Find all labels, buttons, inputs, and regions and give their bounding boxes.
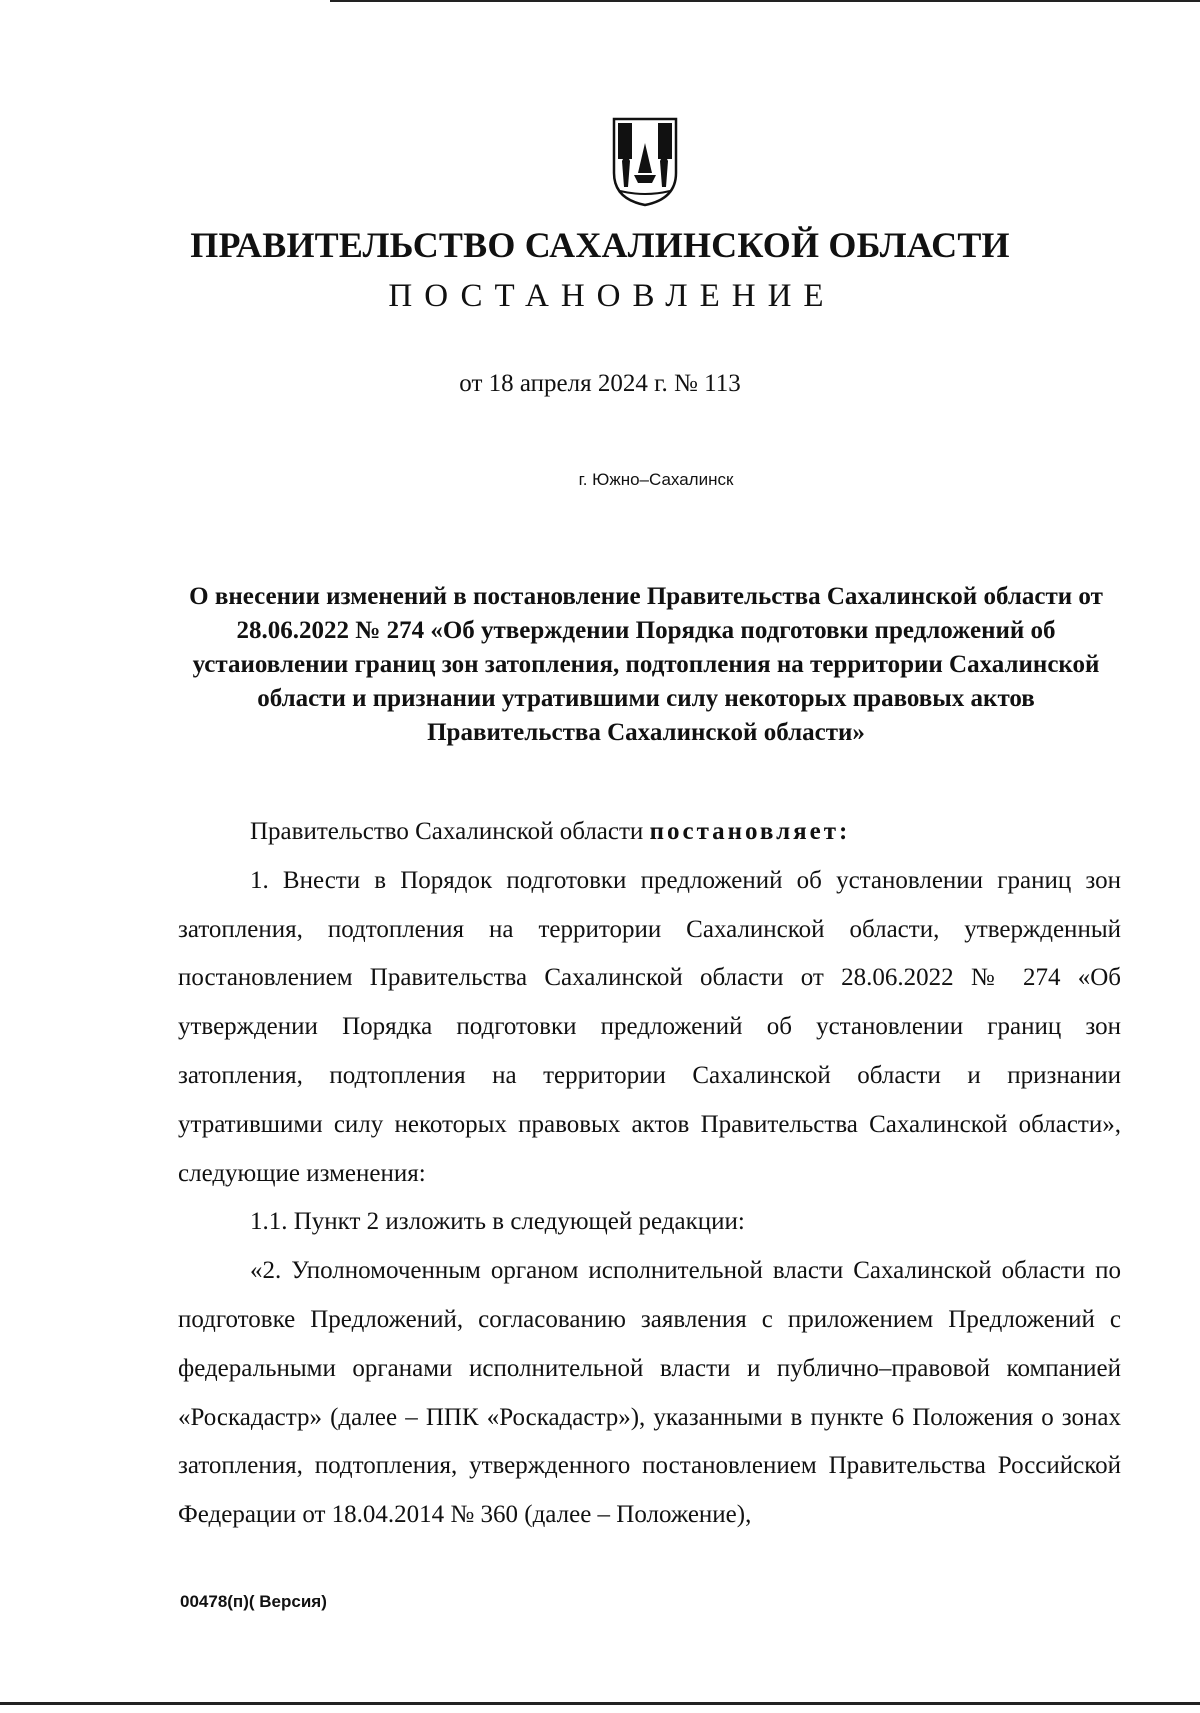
- scan-bottom-edge: [0, 1702, 1200, 1705]
- document-body: [178, 808, 1121, 1540]
- document-date-number: от 18 апреля 2024 г. № 113: [459, 370, 741, 397]
- paragraph-1-1: 1.1. Пункт 2 изложить в следующей редакции:: [250, 1208, 745, 1236]
- document-type: ПОСТАНОВЛЕНИЕ: [388, 278, 836, 314]
- paragraph-quote-2: «2. Уполномоченным органом исполнительной власти Сахалинской области по подготовке Предложений, согласованию заявления с приложением Предложений с федеральными органами исполнительной власти и публично–правовой компанией «Роскадастр» (далее – ППК «Роскадастр»), указанными в пункте 6 Положения о зонах затопления, подтопления, утвержденного постановлением Правительства Российской Федерации от 18.04.2014 № 360 (далее – Положение),: [178, 1257, 1121, 1529]
- footer-version-code: 00478(п)( Версия): [180, 1592, 327, 1611]
- document-place: г. Южно–Сахалинск: [578, 470, 734, 489]
- scan-top-edge: [330, 0, 1200, 2]
- government-name: ПРАВИТЕЛЬСТВО САХАЛИНСКОЙ ОБЛАСТИ: [190, 225, 1010, 265]
- paragraph-1: 1. Внести в Порядок подготовки предложений об установлении границ зон затопления, подтопления на территории Сахалинской области, утвержденный постановлением Правительства Сахалинской области от 28.06.2022 № 274 «Об утверждении Порядка подготовки предложений об установлении границ зон затопления, подтопления на территории Сахалинской области и признании утратившими силу некоторых правовых актов Правительства Сахалинской области», следующие изменения:: [178, 866, 1121, 1187]
- preamble-verb: постановляет:: [649, 818, 851, 845]
- preamble: [178, 808, 1121, 857]
- document-subject: О внесении изменений в постановление Правительства Сахалинской области от 28.06.2022 № 274 «Об утверждении Порядка подготовки предложений об устаиовлении границ зон затопления, подтопления на территории Сахалинской области и признании утратившими силу некоторых правовых актов Правительства Сахалинской области»: [189, 583, 1103, 746]
- coat-of-arms-icon: [604, 113, 686, 209]
- preamble-text: Правительство Сахалинской области: [250, 818, 644, 845]
